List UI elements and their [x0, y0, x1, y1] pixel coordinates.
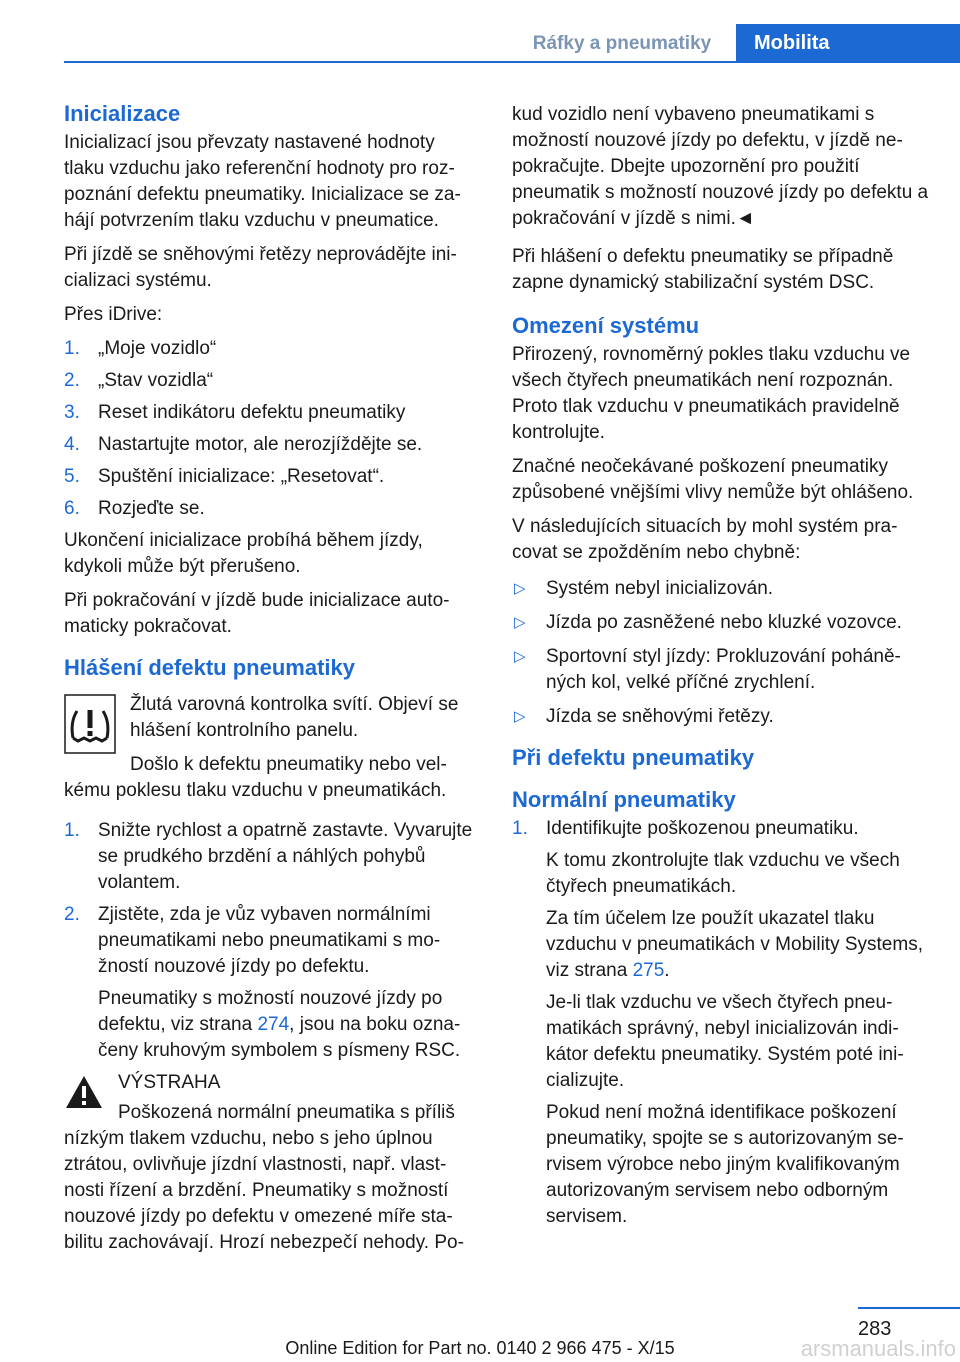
warning-text: Poškozená normální pneumatika s příliš nízkým tlakem vzduchu, nebo s jeho úplnou ztrátou, ovlivňuje jízdní vlastnosti, např. vlastnosti řízení a brzdění. Pneumatiky s možností nouzové jízdy po defektu v omezené míře stabilitu zachovávají. Hrozí nebezpečí nehody. Po-: [64, 1102, 464, 1253]
service-note: Pokud není možná identifikace poškození pneumatiky, spojte se s autorizovaným servisem výrobce nebo jiným kvalifikovaným autorizovaným servisem nebo odborným servisem.: [546, 1102, 904, 1227]
heading-initialization: Inicializace: [64, 101, 181, 126]
page-number-rule: [858, 1307, 960, 1309]
init-steps-list: [64, 336, 479, 522]
list-item: 6. Rozjeďte se.: [64, 498, 205, 519]
list-item: 1. „Moje vozidlo“: [64, 338, 217, 359]
init-paragraph-1: Inicializací jsou převzaty nastavené hodnoty tlaku vzduchu jako referenční hodnoty pro rozpoznání defektu pneumatiky. Inicializace se zahájí potvrzením tlaku vzduchu v pneumatice.: [64, 132, 461, 231]
init-paragraph-3: Přes iDrive:: [64, 304, 163, 325]
list-item: 4. Nastartujte motor, ale nerozjíždějte se.: [64, 434, 423, 455]
dsc-paragraph: Při hlášení o defektu pneumatiky se případně zapne dynamický stabilizační systém DSC.: [512, 246, 894, 293]
heading-normal-tires: Normální pneumatiky: [512, 787, 736, 812]
init-paragraph-2: Při jízdě se sněhovými řetězy neprovádějte inicializaci systému.: [64, 244, 457, 291]
init-paragraph-4: Ukončení inicializace probíhá během jízdy, kdykoli může být přerušeno.: [64, 530, 423, 577]
list-item: ▷ Jízda se sněhovými řetězy.: [514, 706, 774, 727]
list-item: 2. Zjistěte, zda je vůz vybaven normálními pneumatikami nebo pneumatikami s možností nouzové jízdy po defektu. Pneumatiky s možností nouzové jízdy po defektu, viz strana 274, jsou na boku označeny kruhovým symbolem s písmeny RSC.: [64, 902, 479, 1064]
limits-paragraph-1: Přirozený, rovnoměrný pokles tlaku vzduchu ve všech čtyřech pneumatikách není rozpoznán. Proto tlak vzduchu v pneumatikách pravidelně kontrolujte.: [512, 344, 911, 443]
page-number: 283: [858, 1318, 892, 1340]
header-tab-mobilita: Mobilita: [736, 24, 960, 62]
list-item: 1. Identifikujte poškozenou pneumatiku. K tomu zkontrolujte tlak vzduchu ve všech čtyřech pneumatikách. Za tím účelem lze použít ukazatel tlaku vzduchu v pneumatikách v Mobility Systems, viz strana 275. Je-li tlak vzduchu ve všech čtyřech pneumatikách správný, nebyl inicializován indikátor defektu pneumatiky. Systém poté inicializujte. Pokud není možná identifikace poškození pneumatiky, spojte se s autorizovaným servisem výrobce nebo jiným kvalifikovaným autorizovaným servisem nebo odborným servisem.: [512, 816, 932, 1230]
page-link-274[interactable]: 274: [257, 1014, 290, 1035]
limits-paragraph-3: V následujících situacích by mohl systém pracovat se zpožděním nebo chybně:: [512, 516, 898, 563]
init-paragraph-5: Při pokračování v jízdě bude inicializace automaticky pokračovat.: [64, 590, 450, 637]
limits-bullet-list: [512, 576, 932, 730]
check-pressure-note: K tomu zkontrolujte tlak vzduchu ve všech čtyřech pneumatikách.: [546, 850, 900, 897]
defect-paragraph-2: Došlo k defektu pneumatiky nebo velkému poklesu tlaku vzduchu v pneumatikách.: [64, 754, 447, 801]
mobility-system-note: Za tím účelem lze použít ukazatel tlaku vzduchu v pneumatikách v Mobility Systems, viz strana 275.: [546, 908, 923, 981]
right-column: [512, 102, 932, 1236]
continued-paragraph: kud vozidlo není vybaveno pneumatikami s možností nouzové jízdy po defektu, v jízdě nepokračujte. Dbejte upozornění pro použití pneumatik s možností nouzové jízdy po defektu a pokračování v jízdě s nimi.◄: [512, 104, 929, 229]
defect-paragraph-1: Žlutá varovná kontrolka svítí. Objeví se hlášení kontrolního panelu.: [130, 694, 459, 741]
list-item: 3. Reset indikátoru defektu pneumatiky: [64, 402, 406, 423]
list-item: ▷ Sportovní styl jízdy: Prokluzování poháněných kol, velké příčné zrychlení.: [514, 646, 901, 693]
heading-system-limits: Omezení systému: [512, 313, 700, 338]
list-item: ▷ Systém nebyl inicializován.: [514, 578, 774, 599]
header-divider: [64, 61, 960, 63]
list-item: 1. Snižte rychlost a opatrně zastavte. Vyvarujte se prudkého brzdění a náhlých pohybů volantem.: [64, 820, 473, 893]
list-item: 5. Spuštění inicializace: „Resetovat“.: [64, 466, 385, 487]
warning-title: VÝSTRAHA: [118, 1072, 221, 1093]
list-item: ▷ Jízda po zasněžené nebo kluzké vozovce.: [514, 612, 902, 633]
tire-pressure-warning-icon: [64, 694, 116, 762]
initialize-note: Je-li tlak vzduchu ve všech čtyřech pneumatikách správný, nebyl inicializován indikátor defektu pneumatiky. Systém poté inicializujte.: [546, 992, 904, 1091]
defect-actions-list: [64, 818, 479, 1064]
edition-footer: Online Edition for Part no. 0140 2 966 475 - X/15: [285, 1338, 675, 1358]
watermark: arsmanuals.info: [800, 1336, 956, 1361]
page-link-275[interactable]: 275: [632, 960, 665, 981]
heading-flat-tire: Při defektu pneumatiky: [512, 745, 755, 770]
heading-defect-message: Hlášení defektu pneumatiky: [64, 655, 355, 680]
list-item: 2. „Stav vozidla“: [64, 370, 214, 391]
limits-paragraph-2: Značné neočekávané poškození pneumatiky způsobené vnějšími vlivy nemůže být ohlášeno.: [512, 456, 914, 503]
header-section-title: Ráfky a pneumatiky: [508, 28, 736, 62]
rsc-note: Pneumatiky s možností nouzové jízdy po defektu, viz strana 274, jsou na boku označeny kruhovým symbolem s písmeny RSC.: [98, 988, 461, 1061]
left-column: [64, 100, 479, 1264]
normal-tire-steps: [512, 816, 932, 1230]
warning-triangle-icon: [64, 1074, 104, 1118]
